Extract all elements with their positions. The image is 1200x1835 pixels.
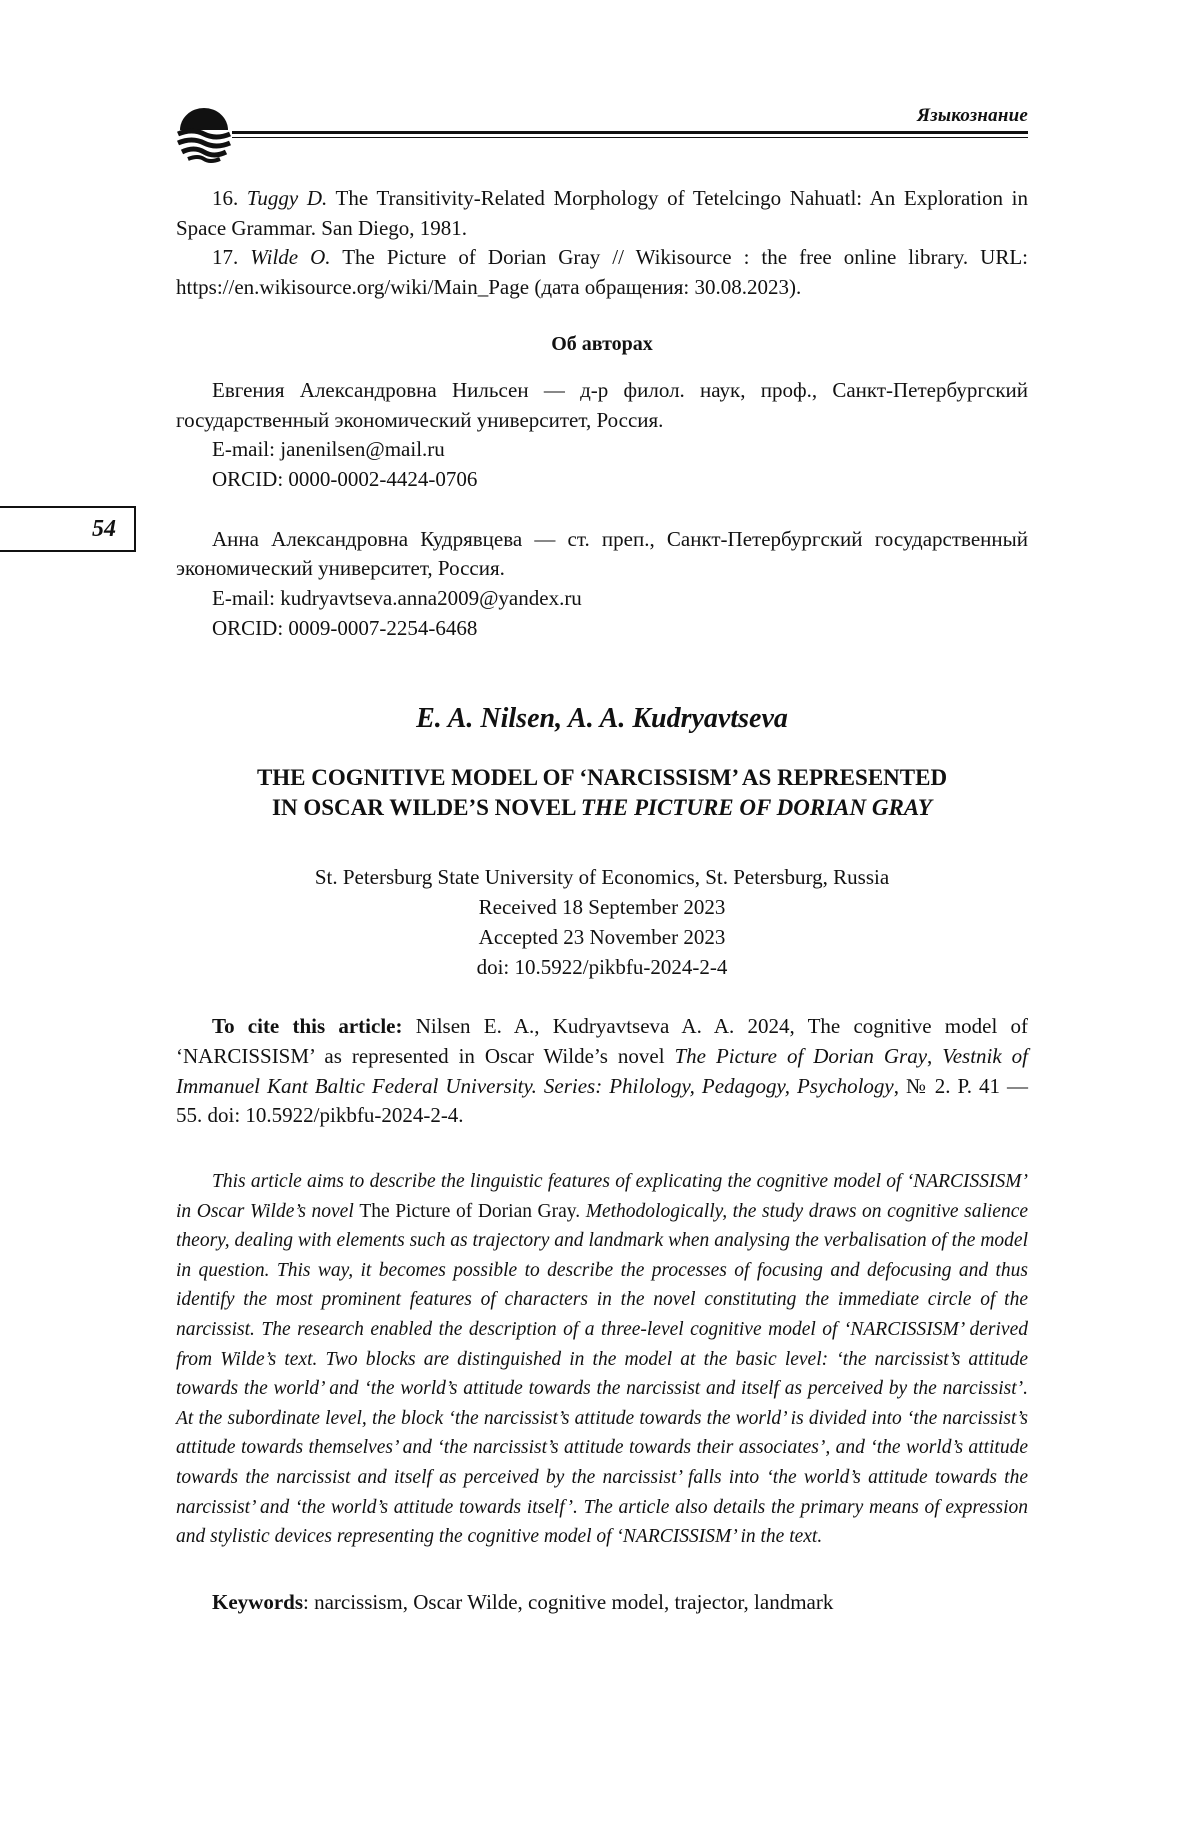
journal-logo-icon bbox=[172, 104, 236, 166]
page-number-box bbox=[0, 506, 136, 552]
author-1-description: Евгения Александровна Нильсен — д-р филол. наук, проф., Санкт-Петербургский государственный экономический университет, Россия. bbox=[176, 377, 1028, 432]
keywords-text: : narcissism, Oscar Wilde, cognitive model, trajector, landmark bbox=[303, 1589, 834, 1614]
affiliation: St. Petersburg State University of Economics, St. Petersburg, Russia bbox=[314, 865, 890, 890]
author-spacer bbox=[176, 495, 1028, 525]
abstract-text-rest: Methodologically, the study draws on cognitive salience theory, dealing with elements such as trajectory and landmark when analysing the verbalisation of the model in question. This way, it becomes possible to describe the processes of focusing and defocusing and thus identify the most prominent features of characters in the novel constituting the immediate circle of the narcissist. The research enabled the description of a three-level cognitive model of ‘NARCISSISM’ derived from Wilde’s text. Two blocks are distinguished in the model at the basic level: ‘the narcissist’s attitude towards the world’ and ‘the world’s attitude towards the narcissist and itself as perceived by the narcissist’. At the subordinate level, the block ‘the narcissist’s attitude towards the world’ is divided into ‘the narcissist’s attitude towards themselves’ and ‘the narcissist’s attitude towards their associates’, and ‘the world’s attitude towards the narcissist and itself as perceived by the narcissist’ falls into ‘the world’s attitude towards the narcissist’ and ‘the world’s attitude towards itself’. The article also details the primary means of expression and stylistic devices representing the cognitive model of ‘NARCISSISM’ in the text. bbox=[176, 1200, 1029, 1548]
article-title-italic: THE PICTURE OF DORIAN GRAY bbox=[580, 795, 932, 821]
reference-text: The Transitivity-Related Morphology of Tetelcingo Nahuatl: An Exploration in Space Grammar. San Diego, 1981. bbox=[176, 186, 1029, 240]
article-title-line-1: THE COGNITIVE MODEL OF ‘NARCISSISM’ AS REPRESENTED bbox=[256, 765, 948, 791]
reference-number: 17. bbox=[212, 245, 239, 270]
article-authors: E. A. Nilsen, A. A. Kudryavtseva bbox=[416, 703, 788, 735]
author-2-description: Анна Александровна Кудрявцева — ст. преп., Санкт-Петербургский государственный экономический университет, Россия. bbox=[176, 526, 1028, 581]
reference-16 bbox=[176, 184, 1028, 243]
reference-author: Tuggy D. bbox=[246, 186, 328, 210]
citation-journal: Vestnik of Immanuel Kant Baltic Federal University. Series: Philology, Pedagogy, Psychology bbox=[176, 1043, 1029, 1098]
citation-label: To cite this article: bbox=[212, 1014, 403, 1039]
page-content bbox=[176, 184, 1028, 1617]
abstract bbox=[176, 1167, 1028, 1552]
abstract-text-start: This article aims to describe the linguistic features of explicating the cognitive model of ‘NARCISSISM’ in Oscar Wilde’s novel bbox=[176, 1171, 1028, 1222]
article-metadata bbox=[176, 863, 1028, 982]
section-title: Языкознание bbox=[916, 105, 1028, 126]
article-doi: doi: 10.5922/pikbfu-2024-2-4 bbox=[476, 954, 728, 979]
citation-book-title: The Picture of Dorian Gray bbox=[674, 1043, 928, 1068]
page-number: 54 bbox=[92, 516, 116, 542]
reference-17 bbox=[176, 243, 1028, 302]
author-1-email: E-mail: janenilsen@mail.ru bbox=[212, 437, 445, 462]
article-title bbox=[176, 763, 1028, 823]
keywords bbox=[176, 1588, 1028, 1618]
header-rule-thin bbox=[232, 137, 1028, 138]
citation-text: Nilsen E. A., Kudryavtseva A. A. 2024, The cognitive model of ‘NARCISSISM’ as represented in Oscar Wilde’s novel bbox=[176, 1014, 1029, 1068]
reference-number: 16. bbox=[212, 186, 239, 210]
citation-issue: № 2. P. 41 — 55. doi: 10.5922/pikbfu-2024-2-4. bbox=[176, 1073, 1029, 1128]
about-authors-heading: Об авторах bbox=[551, 332, 653, 355]
keywords-label: Keywords bbox=[212, 1589, 303, 1614]
article-title-line-2 bbox=[176, 793, 1028, 823]
received-date: Received 18 September 2023 bbox=[478, 895, 726, 920]
author-2-orcid: ORCID: 0009-0007-2254-6468 bbox=[212, 615, 478, 640]
header-rule bbox=[232, 131, 1028, 134]
accepted-date: Accepted 23 November 2023 bbox=[478, 924, 726, 949]
reference-author: Wilde O. bbox=[250, 245, 331, 270]
author-2-email: E-mail: kudryavtseva.anna2009@yandex.ru bbox=[212, 586, 582, 611]
author-1-orcid: ORCID: 0000-0002-4424-0706 bbox=[212, 466, 478, 491]
citation: To cite this article: Nilsen E. A., Kudryavtseva A. A. 2024, The cognitive model of ‘NARCISSISM’ as represented in Oscar Wilde’s novel The Picture of Dorian Gray, Vestnik of Immanuel Kant Baltic Federal University. Series: Philology, Pedagogy, Psychology, № 2. P. 41 — 55. doi: 10.5922/pikbfu-2024-2-4. bbox=[176, 1014, 1029, 1128]
article-title-plain: IN OSCAR WILDE’S NOVEL bbox=[272, 795, 576, 821]
reference-text: The Picture of Dorian Gray // Wikisource : the free online library. URL: https://en.wikisource.org/wiki/Main_Page (дата обращения: 30.08.2023). bbox=[176, 245, 1029, 300]
abstract-book-title: The Picture of Dorian Gray. bbox=[359, 1200, 581, 1222]
